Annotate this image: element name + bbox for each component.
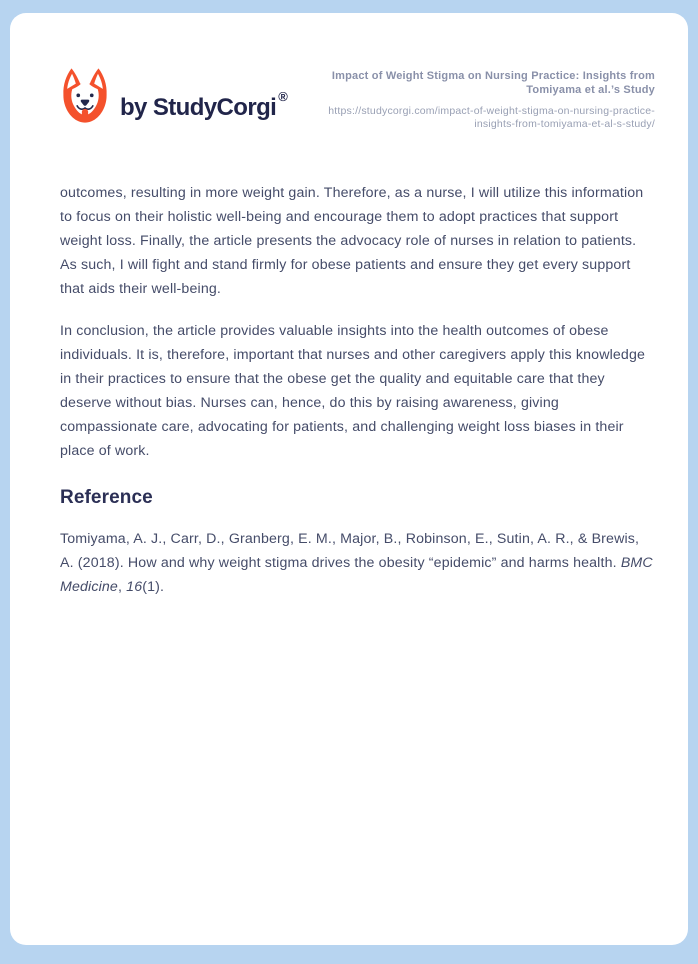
article-body	[10, 131, 688, 599]
citation-issue: (1).	[142, 579, 165, 595]
registered-trademark: ®	[278, 88, 288, 104]
citation-journal: BMC Medicine	[60, 555, 653, 595]
reference-heading: Reference	[60, 487, 153, 508]
reference-citation	[60, 527, 655, 599]
brand-text: by StudyCorgi ®	[120, 88, 288, 121]
citation-volume: 16	[126, 579, 143, 595]
document-meta	[307, 67, 655, 131]
document-header	[10, 13, 688, 131]
document-title: Impact of Weight Stigma on Nursing Practice: Insights from Tomiyama et al.’s Study	[331, 70, 655, 96]
citation-separator: ,	[117, 579, 127, 595]
studycorgi-logo[interactable]	[58, 67, 287, 128]
citation-text: Tomiyama, A. J., Carr, D., Granberg, E. M., Major, B., Robinson, E., Sutin, A. R., & Brewis, A. (2018). How and why weight stigma drives the obesity “epidemic” and harms health.	[60, 531, 640, 571]
document-url-link[interactable]: https://studycorgi.com/impact-of-weight-stigma-on-nursing-practice-insights-from-tomiyama-et-al-s-study/	[328, 105, 655, 130]
paragraph: In conclusion, the article provides valuable insights into the health outcomes of obese individuals. It is, therefore, important that nurses and other caregivers apply this knowledge in their practices to ensure that the obese get the quality and equitable care that they deserve without bias. Nurses can, hence, do this by raising awareness, giving compassionate care, advocating for patients, and challenging weight loss biases in their place of work.	[60, 323, 646, 459]
corgi-logo-icon	[58, 67, 112, 128]
paragraph: outcomes, resulting in more weight gain. Therefore, as a nurse, I will utilize this information to focus on their holistic well-being and encourage them to adopt practices that support weight loss. Finally, the article presents the advocacy role of nurses in relation to patients. As such, I will fight and stand firmly for obese patients and ensure they get every support that aids their well-being.	[60, 185, 644, 297]
document-card	[10, 13, 688, 945]
